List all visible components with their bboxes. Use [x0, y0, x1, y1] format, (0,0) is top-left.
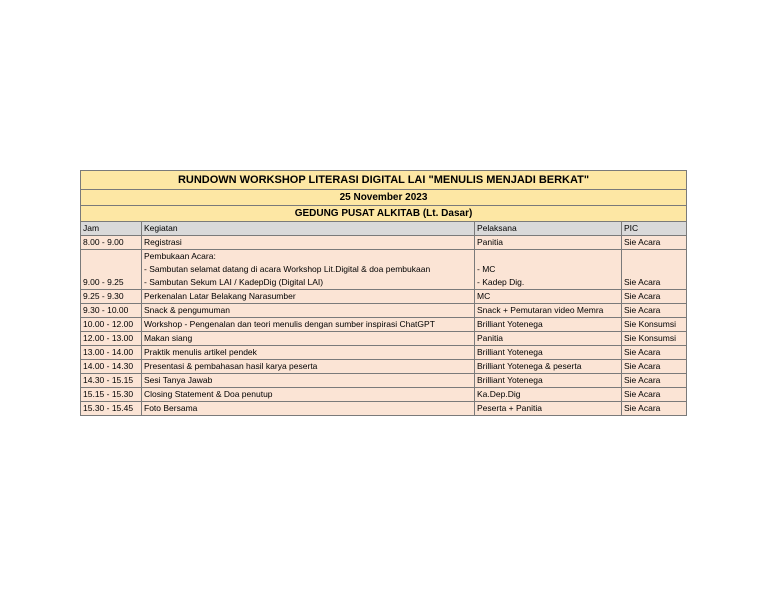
cell-pelaksana: Ka.Dep.Dig	[475, 388, 622, 402]
cell-jam: 14.00 - 14.30	[81, 360, 142, 374]
cell-pic: Sie Acara	[622, 360, 687, 374]
cell-jam: 9.30 - 10.00	[81, 304, 142, 318]
cell-pelaksana	[475, 250, 622, 290]
cell-pic: Sie Konsumsi	[622, 318, 687, 332]
cell-pelaksana: MC	[475, 290, 622, 304]
cell-kegiatan: Makan siang	[142, 332, 475, 346]
cell-jam: 8.00 - 9.00	[81, 236, 142, 250]
cell-kegiatan: Workshop - Pengenalan dan teori menulis dengan sumber inspirasi ChatGPT	[142, 318, 475, 332]
cell-kegiatan: Perkenalan Latar Belakang Narasumber	[142, 290, 475, 304]
event-date: 25 November 2023	[81, 190, 687, 206]
table-row	[81, 360, 687, 374]
title-row	[81, 171, 687, 190]
venue-row	[81, 206, 687, 222]
cell-kegiatan: Registrasi	[142, 236, 475, 250]
pelaksana-line: - MC	[477, 264, 496, 274]
cell-kegiatan: Sesi Tanya Jawab	[142, 374, 475, 388]
cell-pelaksana: Brilliant Yotenega	[475, 346, 622, 360]
kegiatan-line: - Sambutan selamat datang di acara Workshop Lit.Digital & doa pembukaan	[144, 264, 431, 274]
date-row	[81, 190, 687, 206]
cell-jam: 10.00 - 12.00	[81, 318, 142, 332]
table-row	[81, 346, 687, 360]
cell-pic: Sie Acara	[622, 236, 687, 250]
header-pic: PIC	[622, 222, 687, 236]
cell-jam: 9.25 - 9.30	[81, 290, 142, 304]
table-row	[81, 236, 687, 250]
header-jam: Jam	[81, 222, 142, 236]
cell-jam: 14.30 - 15.15	[81, 374, 142, 388]
cell-pic: Sie Acara	[622, 250, 687, 290]
cell-kegiatan	[142, 250, 475, 290]
document-title: RUNDOWN WORKSHOP LITERASI DIGITAL LAI "MENULIS MENJADI BERKAT"	[81, 171, 687, 190]
cell-pelaksana: Brilliant Yotenega	[475, 374, 622, 388]
header-kegiatan: Kegiatan	[142, 222, 475, 236]
cell-pelaksana: Brilliant Yotenega	[475, 318, 622, 332]
table-row	[81, 318, 687, 332]
kegiatan-line: - Sambutan Sekum LAI / KadepDig (Digital LAI)	[144, 277, 324, 287]
cell-pelaksana: Peserta + Panitia	[475, 402, 622, 416]
table-row	[81, 290, 687, 304]
cell-pic: Sie Konsumsi	[622, 332, 687, 346]
cell-jam: 13.00 - 14.00	[81, 346, 142, 360]
cell-pic: Sie Acara	[622, 402, 687, 416]
cell-jam: 15.15 - 15.30	[81, 388, 142, 402]
cell-pelaksana: Panitia	[475, 332, 622, 346]
cell-pelaksana: Snack + Pemutaran video Memra	[475, 304, 622, 318]
cell-pic: Sie Acara	[622, 290, 687, 304]
cell-kegiatan: Foto Bersama	[142, 402, 475, 416]
cell-pic: Sie Acara	[622, 346, 687, 360]
table-row	[81, 332, 687, 346]
event-venue: GEDUNG PUSAT ALKITAB (Lt. Dasar)	[81, 206, 687, 222]
cell-jam: 9.00 - 9.25	[81, 250, 142, 290]
table-row	[81, 304, 687, 318]
table-row	[81, 402, 687, 416]
cell-jam: 15.30 - 15.45	[81, 402, 142, 416]
cell-pelaksana: Brilliant Yotenega & peserta	[475, 360, 622, 374]
table-row	[81, 388, 687, 402]
cell-kegiatan: Closing Statement & Doa penutup	[142, 388, 475, 402]
cell-pic: Sie Acara	[622, 388, 687, 402]
rundown-table	[80, 170, 687, 416]
table-row	[81, 250, 687, 290]
pelaksana-line: - Kadep Dig.	[477, 277, 525, 287]
cell-jam: 12.00 - 13.00	[81, 332, 142, 346]
cell-pic: Sie Acara	[622, 304, 687, 318]
cell-pelaksana: Panitia	[475, 236, 622, 250]
header-row	[81, 222, 687, 236]
kegiatan-line: Pembukaan Acara:	[144, 251, 216, 261]
header-pelaksana: Pelaksana	[475, 222, 622, 236]
cell-pic: Sie Acara	[622, 374, 687, 388]
cell-kegiatan: Praktik menulis artikel pendek	[142, 346, 475, 360]
cell-kegiatan: Snack & pengumuman	[142, 304, 475, 318]
cell-kegiatan: Presentasi & pembahasan hasil karya peserta	[142, 360, 475, 374]
table-row	[81, 374, 687, 388]
